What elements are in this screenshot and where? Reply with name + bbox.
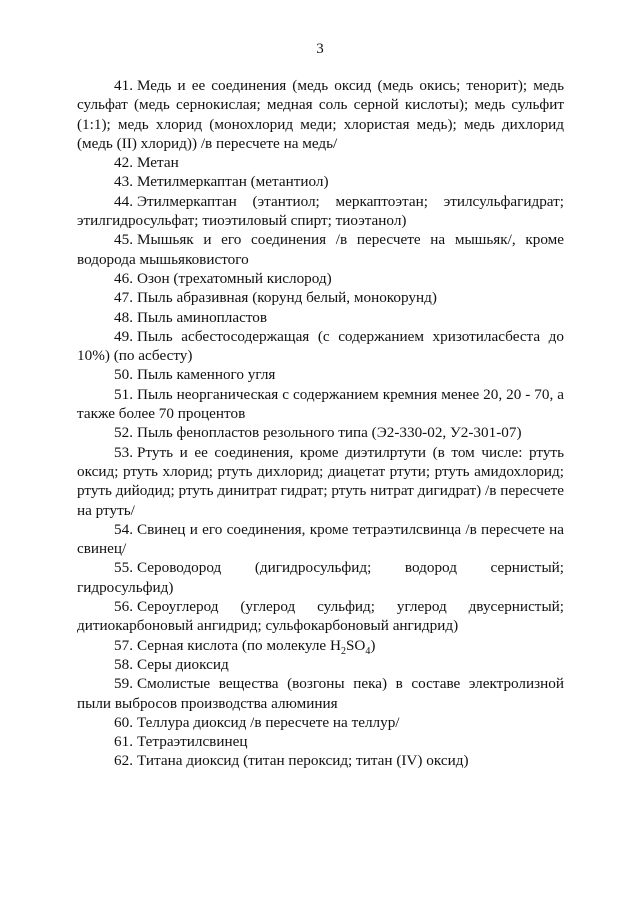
- item-text: Серы диоксид: [136, 655, 229, 673]
- item-text: Теллура диоксид /в пересчете на теллур/: [136, 713, 400, 731]
- item-text: Пыль асбестосодержащая (с содержанием хризотиласбеста до 10%) (по асбесту): [77, 327, 564, 365]
- item-text: Сероуглерод (углерод сульфид; углерод двусернистый; дитиокарбоновый ангидрид; сульфокарбоновый ангидрид): [77, 598, 564, 635]
- item-text: Ртуть и ее соединения, кроме диэтилртути (в том числе: ртуть оксид; ртуть хлорид; ртуть дихлорид; диацетат ртути; ртуть амидохлорид; ртуть дийодид; ртуть динитрат гидрат; ртуть нитрат дигидрат) /в пересчете на ртуть/: [77, 443, 564, 519]
- item-text: Этилмеркаптан (этантиол; меркаптоэтан; этилсульфагидрат; этилгидросульфат; тиоэтиловый спирт; тиоэтанол): [77, 192, 564, 230]
- item-text: ): [370, 636, 376, 654]
- subscript: 4: [365, 645, 371, 657]
- list-item-58: [77, 655, 564, 674]
- list-item-48: [77, 308, 564, 327]
- item-number: 56.: [114, 598, 133, 616]
- item-text: Серная кислота (по молекуле H: [136, 636, 341, 654]
- item-number: 50.: [114, 366, 133, 384]
- substance-list: [77, 76, 564, 771]
- subscript: 2: [340, 645, 346, 657]
- item-text: SO: [345, 636, 366, 654]
- list-item-60: [77, 713, 564, 732]
- list-item-45: [77, 230, 564, 269]
- item-number: 58.: [114, 655, 133, 673]
- item-number: 57.: [114, 636, 133, 654]
- list-item-54: [77, 520, 564, 559]
- item-text: Мышьяк и его соединения /в пересчете на мышьяк/, кроме водорода мышьяковистого: [77, 231, 564, 268]
- item-number: 53.: [114, 443, 133, 461]
- item-number: 60.: [114, 713, 133, 731]
- list-item-43: [77, 172, 564, 191]
- list-item-56: [77, 597, 564, 636]
- item-number: 46.: [114, 269, 133, 287]
- item-text: Пыль аминопластов: [136, 308, 268, 326]
- item-number: 48.: [114, 308, 133, 326]
- list-item-42: [77, 153, 564, 172]
- list-item-51: [77, 385, 564, 424]
- item-number: 47.: [114, 289, 133, 307]
- item-number: 51.: [114, 385, 133, 403]
- list-item-47: [77, 288, 564, 307]
- item-text: Пыль абразивная (корунд белый, монокорунд): [136, 289, 437, 307]
- item-number: 54.: [114, 520, 133, 538]
- item-number: 59.: [114, 675, 133, 693]
- item-number: 43.: [114, 173, 133, 191]
- list-item-57: [77, 636, 564, 655]
- list-item-52: [77, 423, 564, 442]
- item-text: Сероводород (дигидросульфид; водород сернистый; гидросульфид): [77, 559, 564, 596]
- item-text: Озон (трехатомный кислород): [136, 269, 332, 287]
- item-text: Медь и ее соединения (медь оксид (медь окись; тенорит); медь сульфат (медь сернокислая; медная соль серной кислоты); медь сульфит (1:1); медь хлорид (монохлорид меди; хлористая медь); медь дихлорид (медь (II) хлорид)) /в пересчете на медь/: [77, 77, 564, 152]
- item-number: 49.: [114, 327, 133, 345]
- item-text: Смолистые вещества (возгоны пека) в составе электролизной пыли выбросов производства алюминия: [77, 675, 564, 712]
- item-number: 61.: [114, 733, 133, 751]
- list-item-61: [77, 732, 564, 751]
- list-item-53: [77, 443, 564, 520]
- page-number: 3: [316, 41, 324, 57]
- item-text: Пыль каменного угля: [136, 366, 276, 384]
- item-text: Тетраэтилсвинец: [136, 733, 248, 751]
- list-item-62: [77, 751, 564, 770]
- list-item-49: [77, 327, 564, 366]
- item-number: 55.: [114, 559, 133, 577]
- list-item-50: [77, 365, 564, 384]
- item-number: 52.: [114, 424, 133, 442]
- item-text: Пыль фенопластов резольного типа (Э2-330-02, У2-301-07): [136, 424, 522, 442]
- list-item-41: [77, 76, 564, 153]
- item-number: 44.: [114, 192, 133, 210]
- item-text: Пыль неорганическая с содержанием кремния менее 20, 20 - 70, а также более 70 процентов: [77, 385, 564, 423]
- list-item-44: [77, 192, 564, 231]
- item-number: 62.: [114, 752, 133, 770]
- item-text: Титана диоксид (титан пероксид; титан (IV) оксид): [136, 752, 469, 770]
- item-number: 41.: [114, 77, 133, 94]
- item-text: Свинец и его соединения, кроме тетраэтилсвинца /в пересчете на свинец/: [77, 520, 564, 558]
- item-number: 42.: [114, 154, 133, 172]
- item-number: 45.: [114, 231, 133, 249]
- item-text: Метан: [136, 154, 179, 172]
- item-text: Метилмеркаптан (метантиол): [136, 173, 329, 191]
- list-item-59: [77, 674, 564, 713]
- list-item-55: [77, 558, 564, 597]
- list-item-46: [77, 269, 564, 288]
